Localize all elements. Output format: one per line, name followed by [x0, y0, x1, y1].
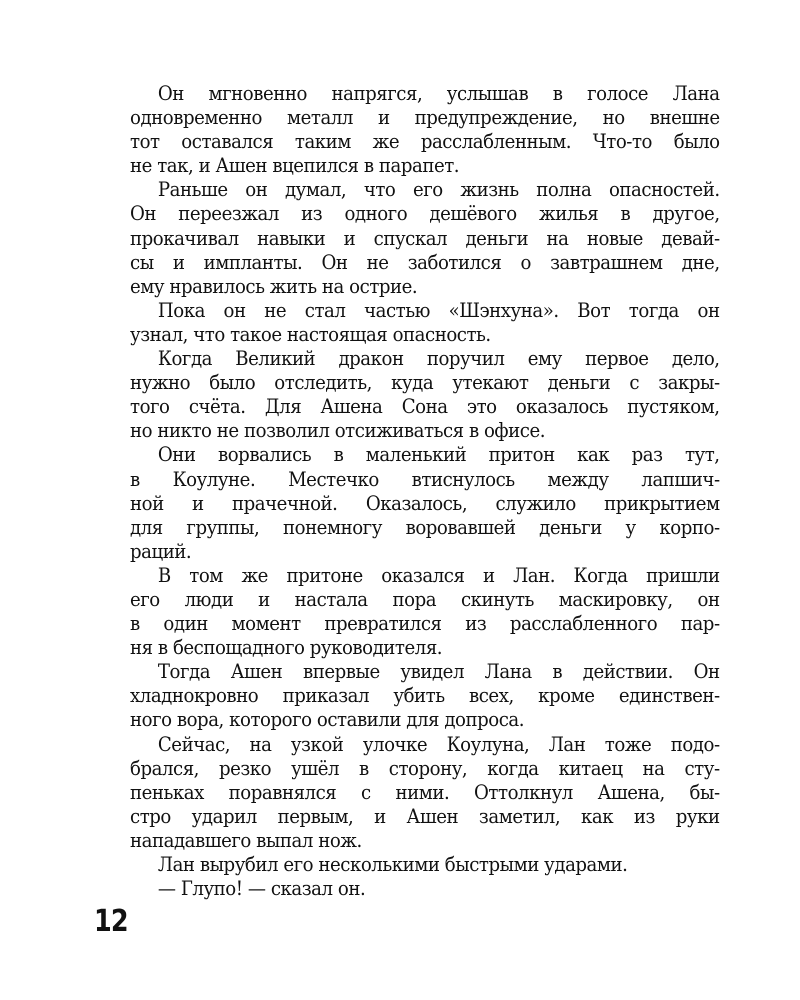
text-line: того счёта. Для Ашена Сона это оказалось пустяком,	[130, 395, 720, 419]
text-line: Лан вырубил его несколькими быстрыми ударами.	[157, 853, 628, 876]
text-line: нападавшего выпал нож.	[130, 828, 362, 852]
text-line: ного вора, которого оставили для допроса.	[130, 708, 525, 732]
text-line: его люди и настала пора скинуть маскировку, он	[130, 587, 720, 611]
text-line: прокачивал навыки и спускал деньги на новые девай-	[130, 226, 720, 250]
text-line: пеньках поравнялся с ними. Оттолкнул Ашена, бы-	[130, 780, 720, 804]
text-line: ня в беспощадного руководителя.	[130, 636, 443, 660]
body-text	[130, 82, 720, 901]
text-line: В том же притоне оказался и Лан. Когда пришли	[157, 563, 720, 587]
text-line: Сейчас, на узкой улочке Коулуна, Лан тоже подо-	[157, 732, 720, 756]
text-line: Он переезжал из одного дешёвого жилья в другое,	[130, 202, 720, 226]
text-line: — Глупо! — сказал он.	[157, 877, 366, 901]
text-line: в Коулуне. Местечко втиснулось между лапшич-	[130, 467, 720, 491]
text-line: тот оставался таким же расслабленным. Что-то было	[130, 130, 720, 154]
text-line: Когда Великий дракон поручил ему первое дело,	[157, 347, 720, 371]
text-line: ему нравилось жить на острие.	[130, 274, 418, 298]
text-line: но никто не позволил отсиживаться в офисе.	[130, 419, 546, 443]
text-line: в один момент превратился из расслабленного пар-	[130, 612, 720, 636]
page-number: 12	[94, 904, 128, 939]
text-line: стро ударил первым, и Ашен заметил, как из руки	[130, 804, 720, 828]
text-line: хладнокровно приказал убить всех, кроме единствен-	[130, 684, 720, 708]
text-line: Тогда Ашен впервые увидел Лана в действии. Он	[157, 660, 720, 684]
text-line: ной и прачечной. Оказалось, служило прикрытием	[130, 491, 720, 515]
text-line: одновременно металл и предупреждение, но внешне	[130, 106, 720, 130]
text-line: для группы, понемногу воровавшей деньги у корпо-	[130, 515, 720, 539]
text-line: Раньше он думал, что его жизнь полна опасностей.	[157, 178, 720, 202]
text-line: Они ворвались в маленький притон как раз тут,	[157, 443, 720, 467]
text-line: сы и импланты. Он не заботился о завтрашнем дне,	[130, 250, 720, 274]
text-line: узнал, что такое настоящая опасность.	[130, 322, 491, 346]
text-line: Он мгновенно напрягся, услышав в голосе Лана	[157, 82, 720, 105]
text-line: нужно было отследить, куда утекают деньги с закры-	[130, 371, 720, 395]
text-line: брался, резко ушёл в сторону, когда китаец на сту-	[130, 756, 720, 780]
text-line: раций.	[130, 539, 192, 563]
text-line: не так, и Ашен вцепился в парапет.	[130, 154, 460, 178]
text-line: Пока он не стал частью «Шэнхуна». Вот тогда он	[157, 298, 720, 322]
